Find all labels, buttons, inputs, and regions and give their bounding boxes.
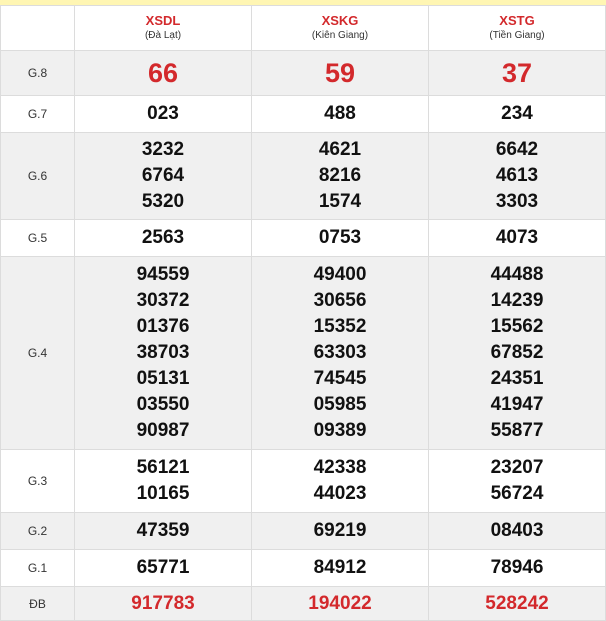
prize-cell (75, 450, 252, 513)
prize-cell (429, 257, 606, 450)
prize-cell (252, 587, 429, 621)
prize-number: 4073 (495, 227, 539, 248)
prize-cell (429, 133, 606, 220)
header-row (1, 6, 606, 51)
province-place: (Đà Lạt) (144, 30, 182, 41)
prize-number: 49400 (313, 264, 367, 285)
lottery-results-table (0, 5, 606, 621)
prize-cell (75, 550, 252, 587)
prize-number: 94559 (136, 264, 190, 285)
prize-cell (252, 550, 429, 587)
prize-number: 63303 (313, 342, 367, 363)
prize-cell (75, 96, 252, 133)
prize-number: 488 (324, 103, 356, 124)
prize-row-g6 (1, 133, 606, 220)
prize-row-special (1, 587, 606, 621)
prize-number: 0753 (318, 227, 362, 248)
prize-number: 10165 (136, 483, 190, 504)
prize-cell (252, 51, 429, 96)
prize-number: 6642 (495, 139, 539, 160)
prize-row-g4 (1, 257, 606, 450)
prize-label: G.4 (1, 257, 75, 450)
prize-row-g8 (1, 51, 606, 96)
header-corner (1, 6, 75, 51)
prize-label: G.6 (1, 133, 75, 220)
prize-cell (252, 513, 429, 550)
prize-number: 4613 (495, 165, 539, 186)
prize-cell (429, 550, 606, 587)
prize-number: 14239 (490, 290, 544, 311)
prize-number: 15562 (490, 316, 544, 337)
prize-number: 15352 (313, 316, 367, 337)
prize-number: 8216 (318, 165, 362, 186)
prize-number: 30656 (313, 290, 367, 311)
prize-row-g3 (1, 450, 606, 513)
prize-number: 66 (147, 58, 179, 88)
prize-number: 23207 (490, 457, 544, 478)
prize-label: ĐB (1, 587, 75, 621)
prize-number: 42338 (313, 457, 367, 478)
prize-row-g7 (1, 96, 606, 133)
province-place: (Tiền Giang) (489, 30, 545, 41)
prize-cell (252, 220, 429, 257)
prize-number: 59 (324, 58, 356, 88)
province-code[interactable]: XSDL (145, 13, 181, 28)
prize-cell (252, 96, 429, 133)
prize-cell (252, 450, 429, 513)
prize-cell (429, 220, 606, 257)
prize-cell (75, 133, 252, 220)
prize-cell (429, 450, 606, 513)
prize-cell (75, 513, 252, 550)
special-prize-number: 528242 (485, 592, 549, 614)
prize-cell (252, 133, 429, 220)
prize-cell (429, 96, 606, 133)
prize-number: 24351 (490, 368, 544, 389)
special-prize-number: 194022 (308, 592, 372, 614)
prize-number: 05131 (136, 368, 190, 389)
prize-label: G.2 (1, 513, 75, 550)
prize-number: 84912 (313, 557, 367, 578)
prize-number: 44488 (490, 264, 544, 285)
prize-number: 56724 (490, 483, 544, 504)
prize-number: 47359 (136, 520, 190, 541)
prize-number: 37 (501, 58, 533, 88)
prize-label: G.8 (1, 51, 75, 96)
prize-number: 1574 (318, 191, 362, 212)
prize-row-g2 (1, 513, 606, 550)
prize-cell (429, 587, 606, 621)
prize-number: 234 (501, 103, 533, 124)
prize-number: 2563 (141, 227, 185, 248)
prize-number: 3303 (495, 191, 539, 212)
prize-number: 90987 (136, 420, 190, 441)
prize-number: 08403 (490, 520, 544, 541)
special-prize-number: 917783 (131, 592, 195, 614)
prize-number: 023 (147, 103, 179, 124)
prize-label: G.3 (1, 450, 75, 513)
prize-cell (75, 257, 252, 450)
prize-number: 67852 (490, 342, 544, 363)
prize-number: 3232 (141, 139, 185, 160)
prize-number: 09389 (313, 420, 367, 441)
prize-number: 74545 (313, 368, 367, 389)
prize-number: 78946 (490, 557, 544, 578)
prize-label: G.5 (1, 220, 75, 257)
prize-number: 5320 (141, 191, 185, 212)
prize-number: 38703 (136, 342, 190, 363)
prize-number: 05985 (313, 394, 367, 415)
prize-cell (429, 51, 606, 96)
prize-number: 69219 (313, 520, 367, 541)
prize-number: 41947 (490, 394, 544, 415)
prize-cell (75, 220, 252, 257)
prize-number: 65771 (136, 557, 190, 578)
prize-number: 56121 (136, 457, 190, 478)
province-header-1[interactable] (75, 6, 252, 51)
prize-row-g1 (1, 550, 606, 587)
prize-number: 30372 (136, 290, 190, 311)
province-header-2[interactable] (252, 6, 429, 51)
prize-number: 01376 (136, 316, 190, 337)
prize-label: G.7 (1, 96, 75, 133)
prize-cell (75, 587, 252, 621)
prize-number: 44023 (313, 483, 367, 504)
province-place: (Kiên Giang) (311, 30, 369, 41)
prize-cell (252, 257, 429, 450)
prize-number: 4621 (318, 139, 362, 160)
prize-cell (429, 513, 606, 550)
province-code[interactable]: XSKG (321, 13, 359, 28)
province-code[interactable]: XSTG (499, 13, 535, 28)
prize-cell (75, 51, 252, 96)
prize-number: 6764 (141, 165, 185, 186)
province-header-3[interactable] (429, 6, 606, 51)
prize-number: 55877 (490, 420, 544, 441)
prize-number: 03550 (136, 394, 190, 415)
prize-row-g5 (1, 220, 606, 257)
prize-label: G.1 (1, 550, 75, 587)
